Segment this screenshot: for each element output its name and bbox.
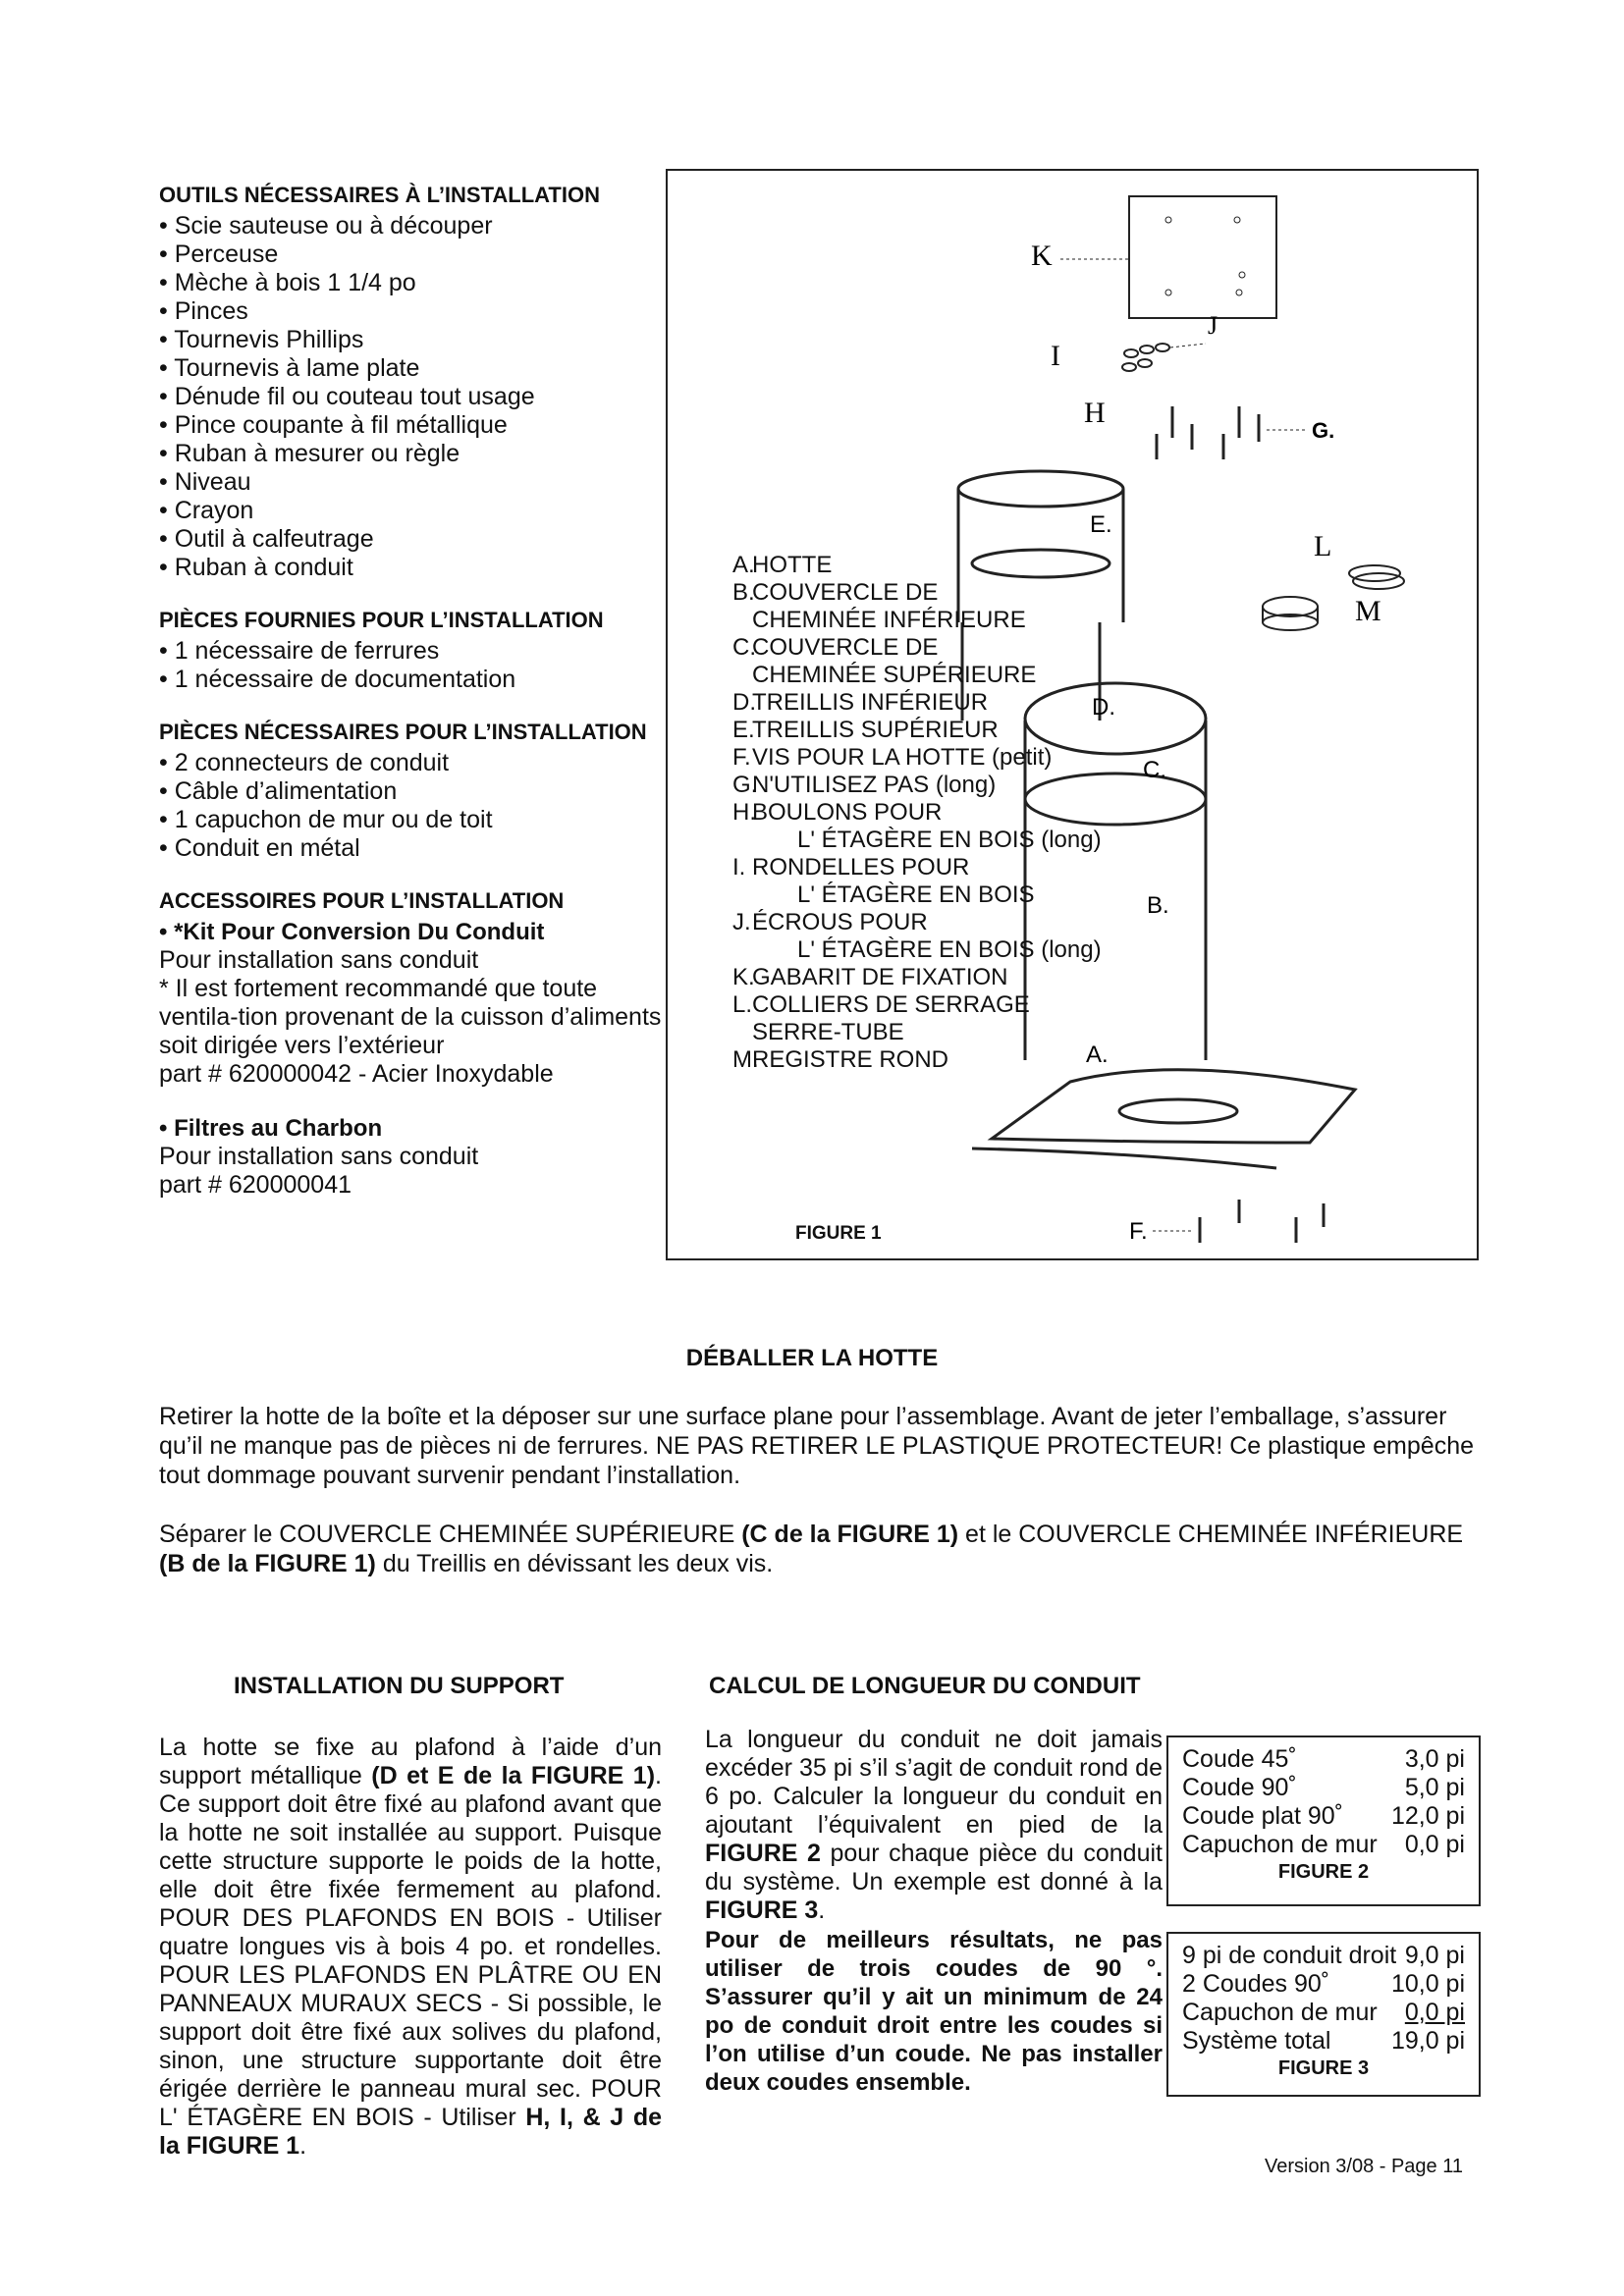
table-row: 9 pi de conduit droit 9,0 pi [1182,1942,1465,1969]
label-h: H [1084,397,1106,429]
part-legend-row: L' ÉTAGÈRE EN BOIS [797,881,1035,908]
part-legend-row: F. VIS POUR LA HOTTE (petit) [732,744,1053,771]
part-legend-row: CHEMINÉE SUPÉRIEURE [752,662,1037,688]
unpack-paragraph-2: Séparer le COUVERCLE CHEMINÉE SUPÉRIEURE (C de la FIGURE 1) et le COUVERCLE CHEMINÉE INFÉRIEURE (B de la FIGURE 1) du Treillis en dévissant les deux vis. [159,1521,1464,1577]
part-legend-row: SERRE-TUBE [752,1019,904,1045]
part-legend-row: CHEMINÉE INFÉRIEURE [752,607,1026,633]
screws-drawing [1200,1200,1324,1243]
bolts-drawing [1157,406,1259,459]
part-legend-row: B. COUVERCLE DE [732,579,939,606]
table-row: Coude 45˚ 3,0 pi [1182,1745,1465,1773]
part-legend-row: D. TREILLIS INFÉRIEUR [732,689,989,716]
support-installation-section [159,1673,662,2161]
kit-list [159,918,670,946]
label-c: C. [1143,757,1166,783]
unpack-title: DÉBALLER LA HOTTE [685,1345,939,1371]
label-g: G. [1312,418,1335,443]
part-legend-row: L' ÉTAGÈRE EN BOIS (long) [797,936,1102,963]
label-a: A. [1086,1041,1109,1068]
tools-list [159,212,670,582]
list-item: • Pinces [159,297,670,326]
table-row: Capuchon de mur 0,0 pi [1182,1831,1465,1858]
duct-length-text: La longueur du conduit ne doit jamais excéder 35 pi s’il s’agit de conduit rond de 6 po. Calculer la longueur du conduit en ajoutant l’équivalent en pied de la FIGURE 2 pour chaque pièce du conduit du système. Un exemple est donné à la FIGURE 3. [705,1726,1163,1924]
list-item: • Scie sauteuse ou à découper [159,212,670,240]
accessories-section [159,888,670,1200]
clamps-damper-drawing [1263,565,1404,630]
figure-3-table [1166,1932,1481,2097]
duct-length-title: CALCUL DE LONGUEUR DU CONDUIT [709,1673,1141,1699]
part-legend-row: L. COLLIERS DE SERRAGE [732,991,1030,1018]
required-section [159,720,670,863]
supplied-section [159,608,670,694]
kit-note: * Il est fortement recommandé que toute ventila-tion provenant de la cuisson d’aliments soit dirigée vers l’extérieur [159,975,662,1059]
part-legend-row: C. COUVERCLE DE [732,634,939,661]
list-item: • Crayon [159,497,670,525]
part-legend-row: J. ÉCROUS POUR [732,909,928,935]
part-legend-row: G. N'UTILISEZ PAS (long) [732,772,997,798]
table-row: Capuchon de mur 0,0 pi [1182,1999,1465,2026]
list-item: • Tournevis à lame plate [159,354,670,383]
label-m: M [1355,595,1381,627]
list-item: • Pince coupante à fil métallique [159,411,670,440]
figure-1 [666,169,1479,1260]
unpack-paragraph-1: Retirer la hotte de la boîte et la déposer sur une surface plane pour l’assemblage. Avant de jeter l’emballage, s’assurer qu’il ne manque pas de pièces ni de ferrures. NE PAS RETIRER LE PLASTIQUE PROTECTEUR! Ce plastique empêche tout dommage pouvant survenir pendant l’installation. [159,1403,1475,1489]
table-row: Coude plat 90˚ 12,0 pi [1182,1802,1465,1830]
page-footer: Version 3/08 - Page 11 [1265,2156,1463,2177]
filter-list [159,1114,670,1143]
list-item: • Outil à calfeutrage [159,525,670,554]
figure-3-caption: FIGURE 3 [1277,2057,1370,2079]
supplied-heading: PIÈCES FOURNIES POUR L’INSTALLATION [159,608,604,632]
part-legend-row: M. REGISTRE ROND [732,1046,949,1073]
required-list [159,749,670,863]
list-item: • Tournevis Phillips [159,326,670,354]
table-row: Coude 90˚ 5,0 pi [1182,1774,1465,1801]
part-legend-row: I. RONDELLES POUR [732,854,970,881]
required-heading: PIÈCES NÉCESSAIRES POUR L’INSTALLATION [159,720,647,744]
support-installation-title: INSTALLATION DU SUPPORT [234,1673,565,1699]
accessories-heading: ACCESSOIRES POUR L’INSTALLATION [159,888,565,913]
nuts-washers-drawing [1122,344,1169,371]
recommendation-text: Pour de meilleurs résultats, ne pas utiliser de trois coudes de 90 °. S’assurer qu’il y ait un minimum de 24 po de conduit droit entre les coudes si l’on utilise d’un coude. Ne pas installer deux coudes ensemble. [705,1927,1163,2096]
filter-title: • Filtres au Charbon [159,1114,670,1143]
list-item: • Niveau [159,468,670,497]
label-e: E. [1090,511,1112,538]
list-item: • Conduit en métal [159,834,670,863]
figure-2-caption: FIGURE 2 [1277,1861,1370,1883]
filter-part: part # 620000041 [159,1171,352,1199]
list-item: • Ruban à conduit [159,554,670,582]
figure-2-table [1166,1735,1481,1906]
list-item: • Ruban à mesurer ou règle [159,440,670,468]
list-item: • Dénude fil ou couteau tout usage [159,383,670,411]
list-item: • Perceuse [159,240,670,269]
part-legend-row: H. BOULONS POUR [732,799,943,826]
kit-part: part # 620000042 - Acier Inoxydable [159,1060,554,1088]
parts-legend [732,552,1145,1074]
label-k: K [1031,240,1053,272]
tools-heading: OUTILS NÉCESSAIRES À L’INSTALLATION [159,183,600,207]
figure-1-caption: FIGURE 1 [795,1223,882,1244]
list-item: • 2 connecteurs de conduit [159,749,670,777]
part-legend-row: L' ÉTAGÈRE EN BOIS (long) [797,827,1102,853]
kit-line: Pour installation sans conduit [159,946,479,974]
label-i: I [1051,340,1060,372]
label-d: D. [1092,694,1115,721]
label-l: L [1314,530,1332,562]
label-b: B. [1147,892,1169,919]
list-item: • 1 capuchon de mur ou de toit [159,806,670,834]
label-j: J [1208,311,1218,340]
list-item: • Câble d’alimentation [159,777,670,806]
label-f: F. [1129,1218,1148,1245]
part-legend-row: K. GABARIT DE FIXATION [732,964,1008,990]
list-item: • 1 nécessaire de documentation [159,666,670,694]
part-legend-row: A. HOTTE [732,552,833,578]
kit-title: • *Kit Pour Conversion Du Conduit [159,918,670,946]
supplied-list [159,637,670,694]
tools-section [159,183,670,582]
list-item: • 1 nécessaire de ferrures [159,637,670,666]
mounting-template-drawing [1129,196,1276,318]
part-legend-row: E. TREILLIS SUPÉRIEUR [732,717,999,743]
table-row: 2 Coudes 90˚ 10,0 pi [1182,1970,1465,1998]
unpack-section [159,1402,1483,1608]
support-installation-text: La hotte se fixe au plafond à l’aide d’un support métallique (D et E de la FIGURE 1). Ce support doit être fixé au plafond avant que la hotte ne soit installée au support. Puisque cette structure supporte le poids de la hotte, elle doit être fixée fermement au plafond. POUR DES PLAFONDS EN BOIS - Utiliser quatre longues vis à bois 4 po. et rondelles. POUR LES PLAFONDS EN PLÂTRE OU EN PANNEAUX MURAUX SECS - Si possible, le support doit être fixé aux solives du plafond, sinon, une structure supportante doit être érigée derrière le panneau mural sec. POUR L' ÉTAGÈRE EN BOIS - Utiliser H, I, & J de la FIGURE 1. [159,1734,662,2160]
filter-line: Pour installation sans conduit [159,1143,479,1170]
table-row: Système total 19,0 pi [1182,2027,1465,2055]
left-column [159,183,670,1225]
list-item: • Mèche à bois 1 1/4 po [159,269,670,297]
